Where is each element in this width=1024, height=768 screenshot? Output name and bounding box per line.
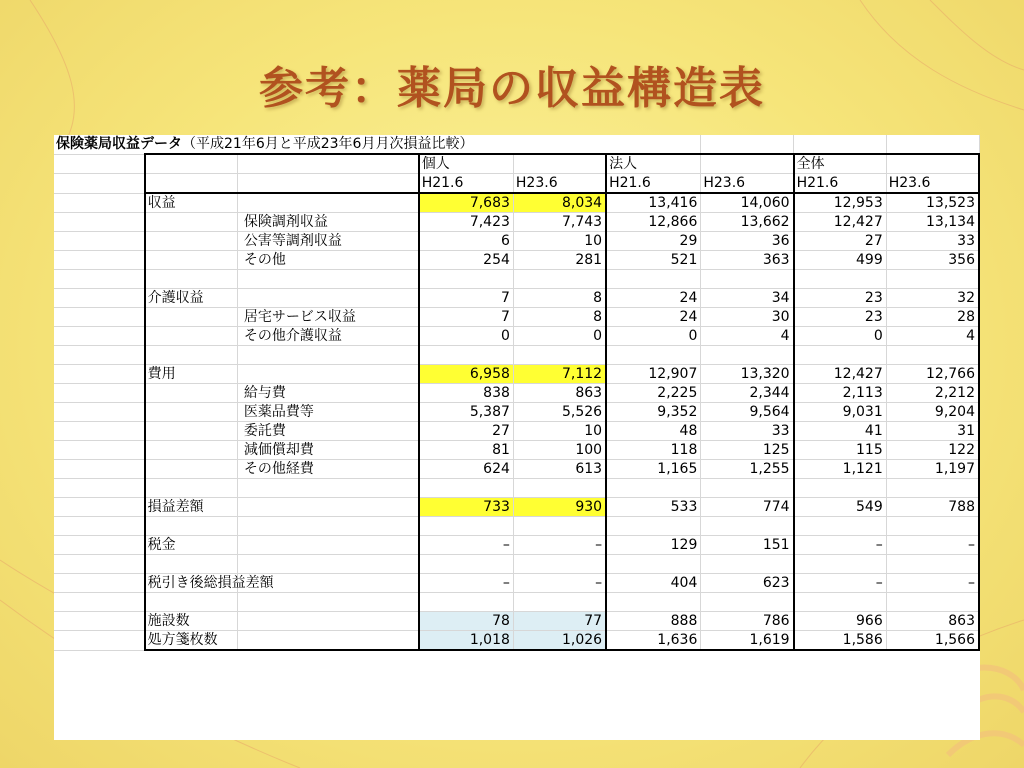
row-category-label: 税金: [145, 536, 238, 555]
value-cell: 14,060: [701, 193, 794, 213]
table-row: [54, 460, 979, 479]
row-gutter-cell: [54, 251, 145, 270]
value-cell: 78: [419, 612, 514, 631]
row-category-label: 介護収益: [145, 289, 238, 308]
row-category-label: [145, 308, 238, 327]
value-cell: 10: [513, 422, 606, 441]
value-cell: 733: [419, 498, 514, 517]
value-cell: 13,416: [606, 193, 701, 213]
value-cell: [886, 517, 979, 536]
value-cell: 254: [419, 251, 514, 270]
row-item-label: 保険調剤収益: [237, 213, 418, 232]
value-cell: [606, 479, 701, 498]
row-gutter-cell: [54, 517, 145, 536]
revenue-data-table: [54, 135, 980, 651]
value-cell: –: [794, 574, 887, 593]
row-category-label: 費用: [145, 365, 238, 384]
row-item-label: [237, 193, 418, 213]
row-gutter-cell: [54, 479, 145, 498]
value-cell: 533: [606, 498, 701, 517]
value-cell: 122: [886, 441, 979, 460]
row-category-label: [145, 479, 238, 498]
slide-title: 参考：薬局の収益構造表: [259, 63, 765, 114]
value-cell: 838: [419, 384, 514, 403]
value-cell: [419, 479, 514, 498]
year-header: H21.6: [419, 174, 514, 194]
row-item-label: [237, 365, 418, 384]
value-cell: 1,566: [886, 631, 979, 651]
row-item-label: 委託費: [237, 422, 418, 441]
value-cell: 23: [794, 289, 887, 308]
value-cell: [606, 346, 701, 365]
value-cell: 27: [419, 422, 514, 441]
value-cell: –: [886, 574, 979, 593]
value-cell: 1,586: [794, 631, 887, 651]
row-item-label: [237, 289, 418, 308]
value-cell: 966: [794, 612, 887, 631]
row-category-label: [145, 327, 238, 346]
value-cell: 7,743: [513, 213, 606, 232]
table-row: [54, 289, 979, 308]
table-row: [54, 193, 979, 213]
group-header-hojin: 法人: [606, 154, 701, 174]
table-row: [54, 251, 979, 270]
value-cell: [701, 517, 794, 536]
value-cell: 41: [794, 422, 887, 441]
value-cell: 12,427: [794, 365, 887, 384]
value-cell: 2,225: [606, 384, 701, 403]
row-gutter-cell: [54, 498, 145, 517]
table-row: [54, 308, 979, 327]
value-cell: 624: [419, 460, 514, 479]
value-cell: 0: [794, 327, 887, 346]
value-cell: [419, 517, 514, 536]
value-cell: 129: [606, 536, 701, 555]
value-cell: –: [513, 536, 606, 555]
value-cell: 48: [606, 422, 701, 441]
value-cell: [419, 346, 514, 365]
year-header: H21.6: [606, 174, 701, 194]
value-cell: [419, 270, 514, 289]
table-caption: 保険薬局収益データ（平成21年6月と平成23年6月月次損益比較）: [54, 135, 701, 154]
row-category-label: 施設数: [145, 612, 238, 631]
value-cell: [886, 593, 979, 612]
row-item-label: 医薬品費等: [237, 403, 418, 422]
row-item-label: [237, 631, 418, 651]
row-category-label: [145, 403, 238, 422]
row-gutter-cell: [54, 612, 145, 631]
row-item-label: 給与費: [237, 384, 418, 403]
value-cell: 356: [886, 251, 979, 270]
value-cell: [606, 517, 701, 536]
value-cell: 118: [606, 441, 701, 460]
value-cell: [513, 555, 606, 574]
value-cell: [513, 479, 606, 498]
value-cell: –: [419, 536, 514, 555]
value-cell: 613: [513, 460, 606, 479]
value-cell: 5,387: [419, 403, 514, 422]
value-cell: 0: [606, 327, 701, 346]
value-cell: 115: [794, 441, 887, 460]
row-item-label: [237, 593, 418, 612]
value-cell: 151: [701, 536, 794, 555]
table-row: [54, 213, 979, 232]
value-cell: [606, 270, 701, 289]
value-cell: 125: [701, 441, 794, 460]
row-gutter-cell: [54, 193, 145, 213]
row-gutter-cell: [54, 631, 145, 651]
value-cell: [886, 346, 979, 365]
table-row: [54, 441, 979, 460]
row-gutter-cell: [54, 574, 145, 593]
value-cell: 774: [701, 498, 794, 517]
value-cell: 13,523: [886, 193, 979, 213]
row-category-label: [145, 422, 238, 441]
value-cell: 1,619: [701, 631, 794, 651]
value-cell: 499: [794, 251, 887, 270]
table-row: [54, 384, 979, 403]
table-row: [54, 479, 979, 498]
row-item-label: [237, 346, 418, 365]
value-cell: –: [419, 574, 514, 593]
row-gutter-cell: [54, 270, 145, 289]
value-cell: 1,026: [513, 631, 606, 651]
row-item-label: [237, 555, 418, 574]
value-cell: 6: [419, 232, 514, 251]
value-cell: 28: [886, 308, 979, 327]
row-gutter-cell: [54, 403, 145, 422]
value-cell: [701, 593, 794, 612]
value-cell: [513, 593, 606, 612]
row-category-label: [145, 517, 238, 536]
table-row: [54, 232, 979, 251]
row-item-label: [237, 479, 418, 498]
value-cell: 100: [513, 441, 606, 460]
table-row: [54, 270, 979, 289]
row-gutter-cell: [54, 384, 145, 403]
spreadsheet-table-container: [54, 135, 980, 740]
row-item-label: その他: [237, 251, 418, 270]
value-cell: [794, 346, 887, 365]
value-cell: 4: [701, 327, 794, 346]
value-cell: 29: [606, 232, 701, 251]
value-cell: 33: [701, 422, 794, 441]
value-cell: [419, 593, 514, 612]
row-category-label: [145, 232, 238, 251]
row-category-label: [145, 251, 238, 270]
row-category-label: 税引き後総損益差額: [145, 574, 238, 593]
value-cell: [513, 517, 606, 536]
table-row: [54, 631, 979, 651]
value-cell: [886, 270, 979, 289]
value-cell: 30: [701, 308, 794, 327]
value-cell: 623: [701, 574, 794, 593]
value-cell: 363: [701, 251, 794, 270]
value-cell: 12,766: [886, 365, 979, 384]
row-category-label: 収益: [145, 193, 238, 213]
row-item-label: [237, 270, 418, 289]
value-cell: 33: [886, 232, 979, 251]
value-cell: 36: [701, 232, 794, 251]
value-cell: 7: [419, 289, 514, 308]
row-gutter-cell: [54, 232, 145, 251]
row-category-label: [145, 270, 238, 289]
value-cell: 7,683: [419, 193, 514, 213]
value-cell: 27: [794, 232, 887, 251]
value-cell: [701, 270, 794, 289]
value-cell: 930: [513, 498, 606, 517]
row-gutter-cell: [54, 536, 145, 555]
row-gutter-cell: [54, 441, 145, 460]
year-header: H23.6: [701, 174, 794, 194]
value-cell: 24: [606, 308, 701, 327]
table-row: [54, 403, 979, 422]
value-cell: 5,526: [513, 403, 606, 422]
table-row: [54, 346, 979, 365]
row-category-label: 損益差額: [145, 498, 238, 517]
row-gutter-cell: [54, 346, 145, 365]
value-cell: 2,212: [886, 384, 979, 403]
row-item-label: その他経費: [237, 460, 418, 479]
value-cell: 12,427: [794, 213, 887, 232]
value-cell: 1,121: [794, 460, 887, 479]
value-cell: 404: [606, 574, 701, 593]
table-row: [54, 593, 979, 612]
table-row: [54, 536, 979, 555]
value-cell: [419, 555, 514, 574]
row-gutter-cell: [54, 460, 145, 479]
table-row: [54, 498, 979, 517]
value-cell: 8,034: [513, 193, 606, 213]
row-gutter-cell: [54, 555, 145, 574]
row-item-label: [237, 517, 418, 536]
table-row: [54, 327, 979, 346]
value-cell: 788: [886, 498, 979, 517]
row-gutter-cell: [54, 422, 145, 441]
row-item-label: [237, 498, 418, 517]
value-cell: 7,112: [513, 365, 606, 384]
value-cell: 1,165: [606, 460, 701, 479]
value-cell: 6,958: [419, 365, 514, 384]
value-cell: 13,320: [701, 365, 794, 384]
value-cell: 2,344: [701, 384, 794, 403]
value-cell: 8: [513, 289, 606, 308]
year-header-row: [54, 174, 979, 194]
table-row: [54, 517, 979, 536]
value-cell: –: [513, 574, 606, 593]
group-header-kojin: 個人: [419, 154, 514, 174]
value-cell: 521: [606, 251, 701, 270]
row-item-label: 居宅サービス収益: [237, 308, 418, 327]
value-cell: 4: [886, 327, 979, 346]
group-header-zentai: 全体: [794, 154, 887, 174]
year-header: H21.6: [794, 174, 887, 194]
row-gutter-cell: [54, 213, 145, 232]
value-cell: 888: [606, 612, 701, 631]
row-item-label: 減価償却費: [237, 441, 418, 460]
row-category-label: [145, 460, 238, 479]
value-cell: 1,018: [419, 631, 514, 651]
value-cell: 1,197: [886, 460, 979, 479]
value-cell: 281: [513, 251, 606, 270]
table-row: [54, 612, 979, 631]
value-cell: 863: [513, 384, 606, 403]
table-row: [54, 555, 979, 574]
value-cell: 23: [794, 308, 887, 327]
row-category-label: [145, 593, 238, 612]
row-gutter-cell: [54, 308, 145, 327]
row-category-label: 処方箋枚数: [145, 631, 238, 651]
value-cell: [794, 270, 887, 289]
table-row: [54, 365, 979, 384]
value-cell: 8: [513, 308, 606, 327]
row-item-label: 公害等調剤収益: [237, 232, 418, 251]
value-cell: 786: [701, 612, 794, 631]
row-item-label: [237, 536, 418, 555]
value-cell: –: [886, 536, 979, 555]
value-cell: [794, 555, 887, 574]
value-cell: 32: [886, 289, 979, 308]
value-cell: [794, 479, 887, 498]
group-header-row: [54, 154, 979, 174]
value-cell: 863: [886, 612, 979, 631]
value-cell: 24: [606, 289, 701, 308]
row-gutter-cell: [54, 327, 145, 346]
value-cell: 13,662: [701, 213, 794, 232]
value-cell: 0: [419, 327, 514, 346]
value-cell: 2,113: [794, 384, 887, 403]
value-cell: 9,031: [794, 403, 887, 422]
row-category-label: [145, 441, 238, 460]
value-cell: 31: [886, 422, 979, 441]
value-cell: –: [794, 536, 887, 555]
value-cell: 1,255: [701, 460, 794, 479]
value-cell: 12,953: [794, 193, 887, 213]
year-header: H23.6: [513, 174, 606, 194]
value-cell: [701, 346, 794, 365]
row-gutter-cell: [54, 593, 145, 612]
row-item-label: [237, 612, 418, 631]
caption-row: [54, 135, 979, 154]
value-cell: [513, 270, 606, 289]
value-cell: 7,423: [419, 213, 514, 232]
value-cell: 10: [513, 232, 606, 251]
value-cell: 9,204: [886, 403, 979, 422]
value-cell: [794, 593, 887, 612]
value-cell: 9,564: [701, 403, 794, 422]
value-cell: [513, 346, 606, 365]
value-cell: 13,134: [886, 213, 979, 232]
year-header: H23.6: [886, 174, 979, 194]
row-category-label: [145, 384, 238, 403]
row-gutter-cell: [54, 289, 145, 308]
value-cell: [701, 555, 794, 574]
value-cell: [606, 555, 701, 574]
value-cell: 7: [419, 308, 514, 327]
table-row: [54, 422, 979, 441]
value-cell: 81: [419, 441, 514, 460]
value-cell: 0: [513, 327, 606, 346]
row-category-label: [145, 213, 238, 232]
value-cell: 12,866: [606, 213, 701, 232]
value-cell: 34: [701, 289, 794, 308]
value-cell: 1,636: [606, 631, 701, 651]
value-cell: 9,352: [606, 403, 701, 422]
value-cell: [886, 479, 979, 498]
row-category-label: [145, 346, 238, 365]
row-item-label: その他介護収益: [237, 327, 418, 346]
row-gutter-cell: [54, 365, 145, 384]
value-cell: 77: [513, 612, 606, 631]
value-cell: [701, 479, 794, 498]
value-cell: 549: [794, 498, 887, 517]
table-row: [54, 574, 979, 593]
value-cell: [606, 593, 701, 612]
value-cell: [886, 555, 979, 574]
row-category-label: [145, 555, 238, 574]
value-cell: 12,907: [606, 365, 701, 384]
value-cell: [794, 517, 887, 536]
